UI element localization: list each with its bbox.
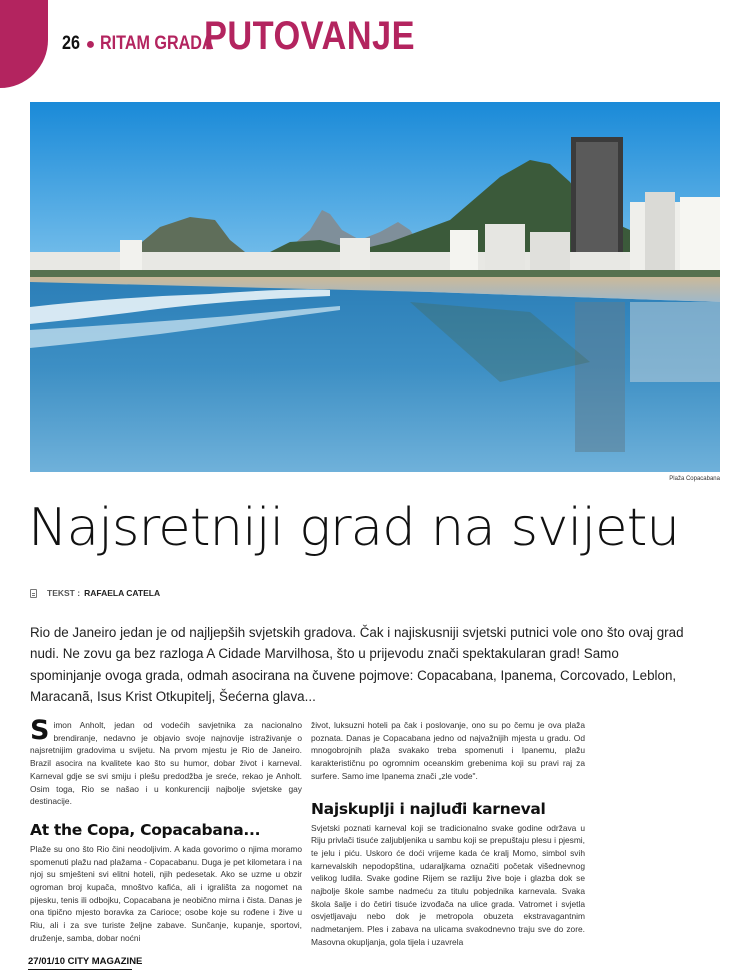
hero-photo bbox=[30, 102, 720, 472]
section-title: PUTOVANJE bbox=[204, 14, 416, 58]
page-footer bbox=[28, 956, 142, 967]
subheading-copa: At the Copa, Copacabana... bbox=[30, 820, 261, 839]
column-1-intro-text: imon Anholt, jedan od vodećih savjetnika za nacionalno brendiranje, nedavno je objavio svoje najnovije istraživanje o najsretnijim gradovima u svijetu. Na prvom mjestu je Rio de Janeiro. Brazil asocira na kvalitete kao što su humor, dobar život i karneval. Karneval gdje se svi smiju i plešu predodžba je sreće, rekao je Anholt. Osim toga, Rio se našao i u konkurenciji najbolje svjetske gay destinacije. bbox=[30, 720, 302, 807]
footer-magazine: CITY MAGAZINE bbox=[67, 956, 143, 967]
photo-caption: Plaža Copacabana bbox=[669, 476, 720, 482]
byline bbox=[30, 588, 160, 598]
page-header bbox=[62, 14, 450, 58]
article-headline: Najsretniji grad na svijetu bbox=[28, 498, 679, 558]
column-1-intro bbox=[30, 715, 302, 808]
article-lead: Rio de Janeiro jedan je od najljepših svjetskih gradova. Čak i najiskusniji svjetski putnici vole ono što ovaj grad nudi. Ne zovu ga bez razloga A Cidade Marvilhosa, što u prijevodu znači spektakularan grad! Samo spominjanje ovoga grada, odmah asocirana na čuvene pojmove: Copacabana, Ipanema, Corcovado, Leblon, Maracanã, Isus Krist Otkupitelj, Šećerna glava... bbox=[30, 625, 684, 704]
article-column-1 bbox=[30, 715, 302, 945]
section-name: RITAM GRADA bbox=[100, 33, 214, 54]
article-column-2 bbox=[311, 719, 585, 949]
page-number: 26 bbox=[62, 33, 80, 54]
document-icon bbox=[30, 589, 37, 598]
footer-rule bbox=[28, 969, 132, 970]
byline-author: RAFAELA CATELA bbox=[84, 588, 161, 598]
copacabana-photo bbox=[30, 102, 720, 472]
column-2-body: Svjetski poznati karneval koji se tradicionalno svake godine održava u Riju privlači tisuće zaljubljenika u sambu koji se prepuštaju plesu i pjesmi, te jelu i piću. Uskoro će doći vrijeme kada će kralj Momo, simbol svih karnevalskih nepodopština, udaraljkama označiti početak višednevnog velikog ludila. Svake godine Rijem se razliju žive boje i glazba dok se najbolje škole sambe nadmeću za titulu pobjednika karnevala. Svaka škola šalje i do četiri tisuće izvođača na ulice grada. Vatromet i svjetla osvjetljavaju nebo dok je metropola obuzeta ekstravagantnim nadmetanjem. Ples i zabava na ulicama svakodnevno traju sve do zore. Masovna okupljanja, gola tijela i uzavrela bbox=[311, 822, 585, 947]
footer-date: 27/01/10 bbox=[28, 956, 65, 967]
drop-cap: S bbox=[30, 715, 50, 746]
byline-label: TEKST : bbox=[47, 588, 81, 598]
bullet-dot-icon: ● bbox=[81, 36, 96, 53]
section-corner-tab bbox=[0, 0, 48, 88]
column-2-intro: život, luksuzni hoteli pa čak i poslovanje, ono su po čemu je ova plaža poznata. Danas je Copacabana jedno od najvažnijih mjesta u gradu. Od mnogobrojnih plaža svakako treba spomenuti i Ipanemu, plažu karakterističnu po ogromnim oceanskim grebenima koji su pravi raj za surfere. Samo ime Ipanema znači „zle vode". bbox=[311, 720, 585, 781]
subheading-karneval: Najskuplji i najluđi karneval bbox=[311, 799, 546, 818]
column-1-body: Plaže su ono što Rio čini neodoljivim. A kada govorimo o njima moramo spomenuti plažu nad plažama - Copacabanu. Duga je pet kilometara i na njoj su smješteni svi elitni hoteli, njih pedesetak. Ako se uzme u obzir ogroman broj kupača, mnoštvo kafića, ali i igrališta za nogomet na pijesku, tenis ili odbojku, Copacabana je neobično mirna i čista. Danas je ona tipično mjesto boravka za Carioce; osobe koje su rođene i žive u Riu, ali i za sve turiste željne zabave. Sunčanje, kupanje, sportovi, druženje, samba, dobar noćni bbox=[30, 843, 302, 943]
